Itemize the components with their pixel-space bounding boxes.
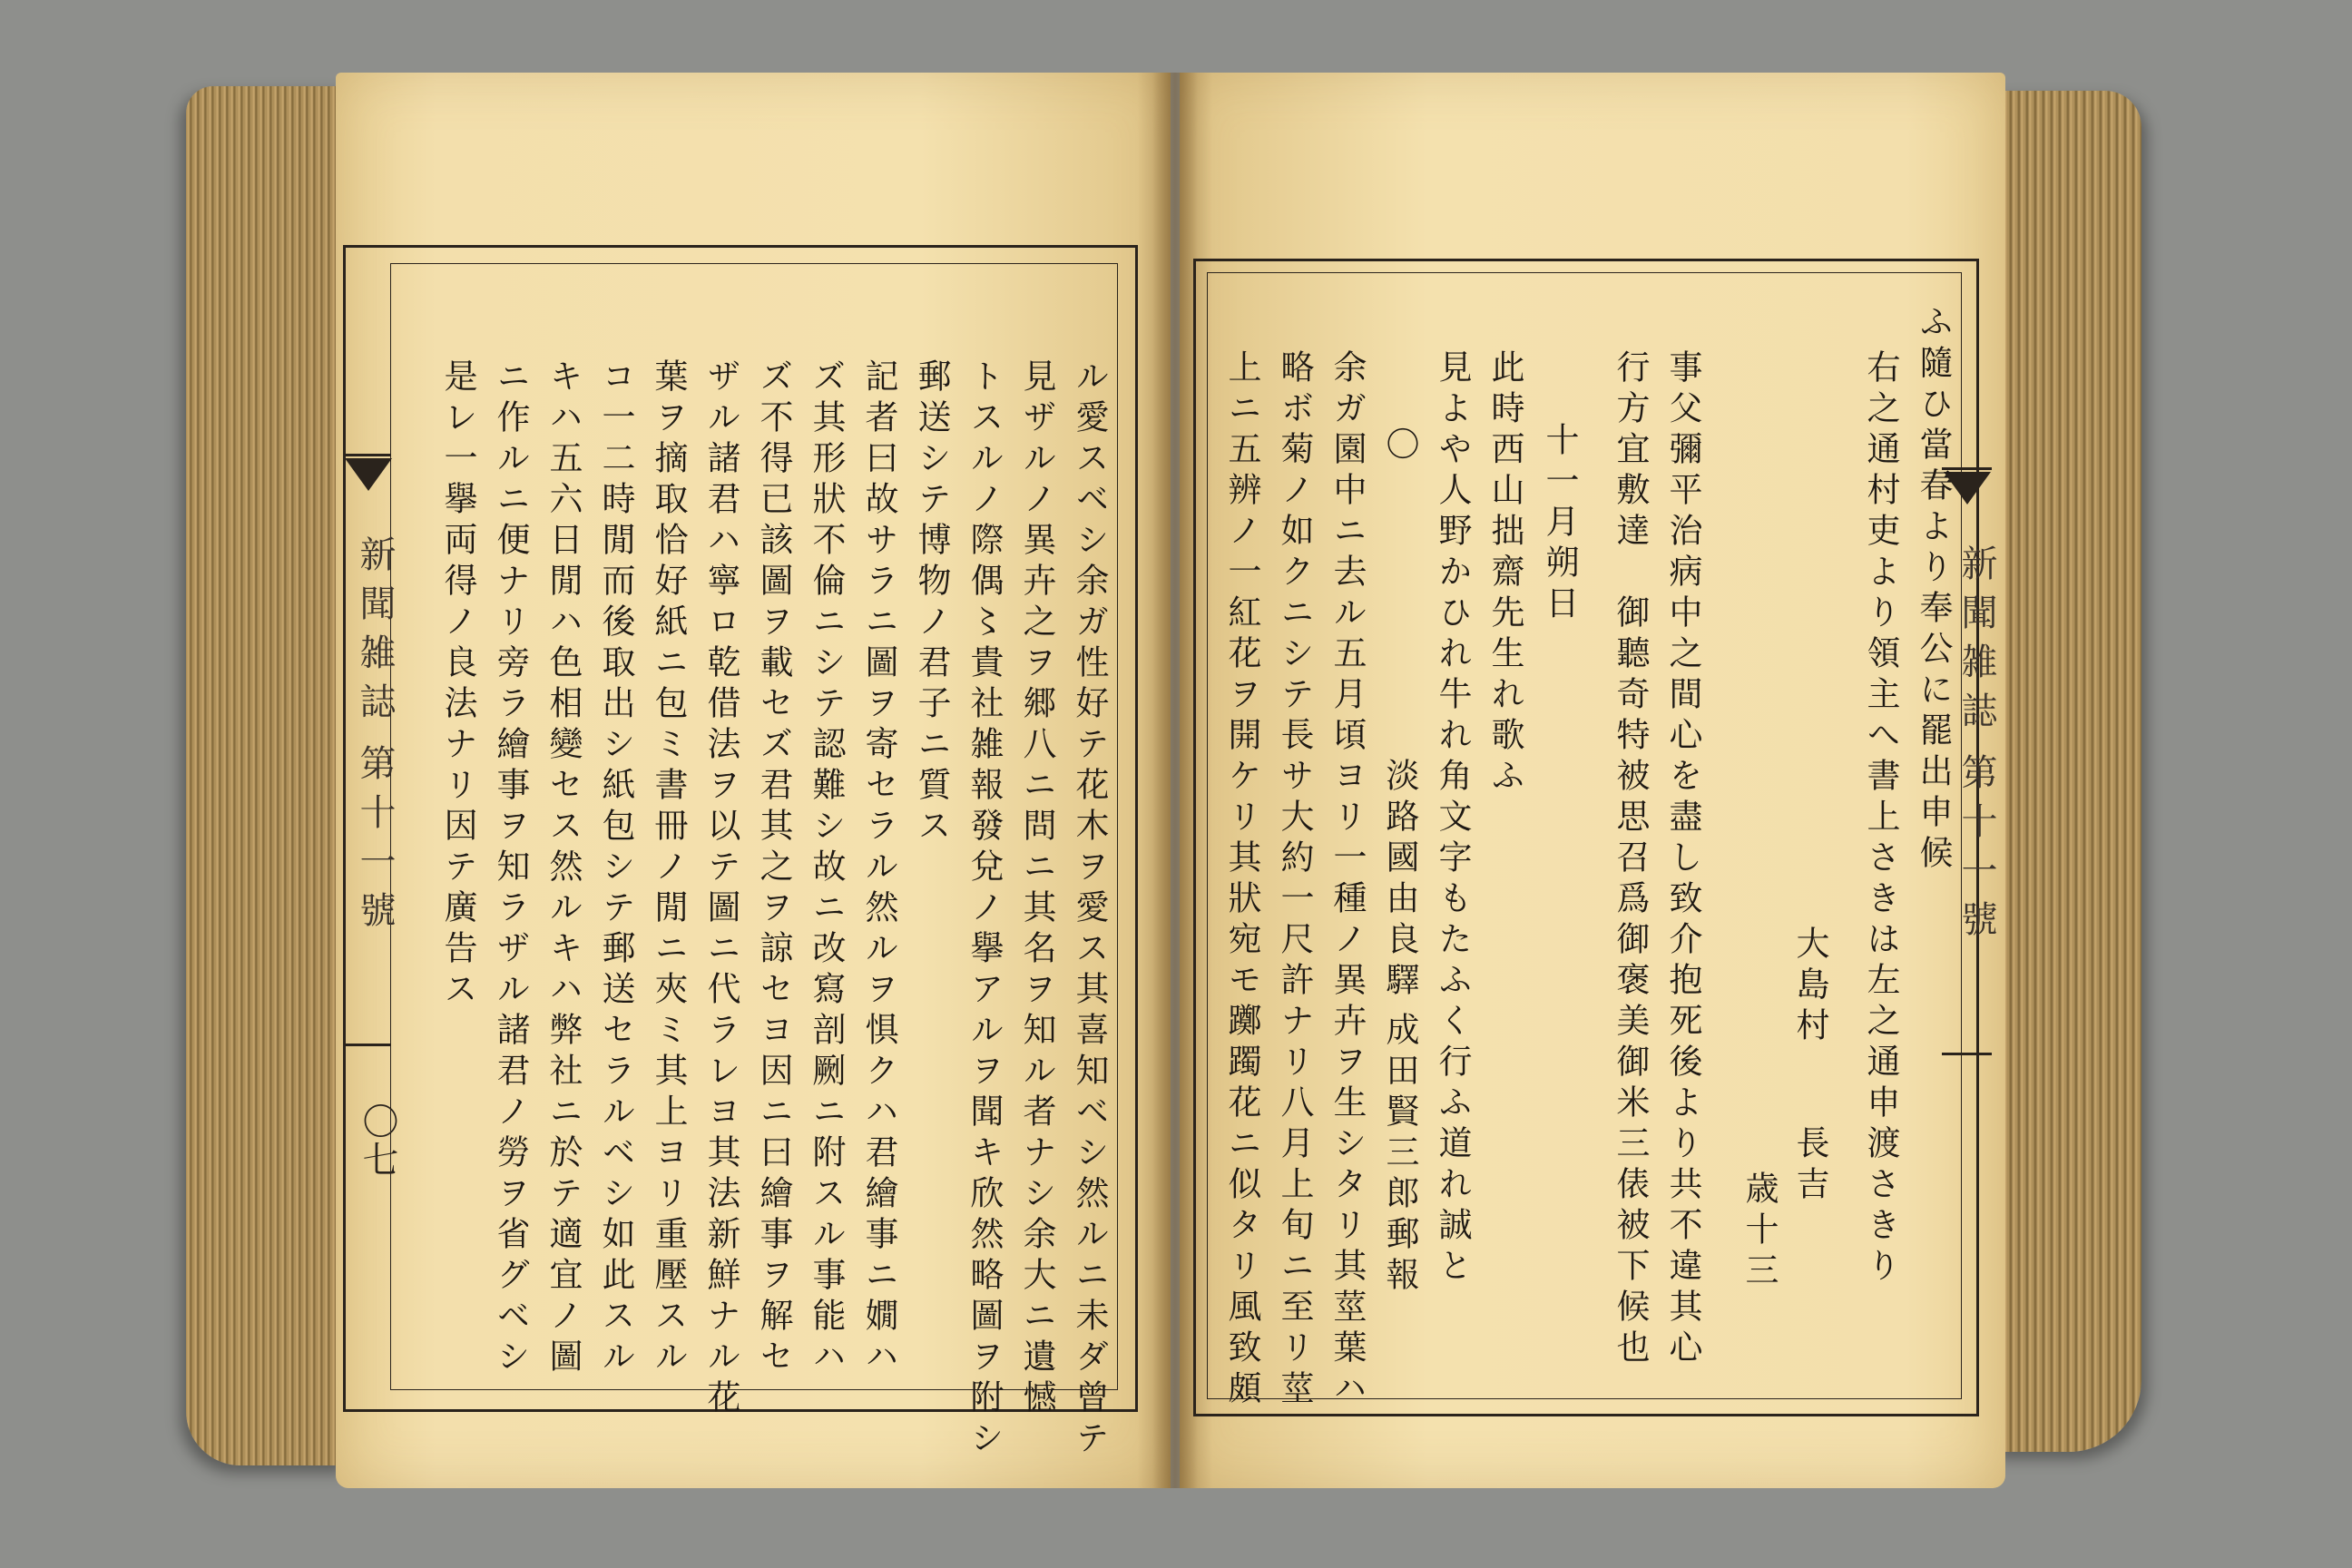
left-col-7: ズ不得已該圖ヲ載セズ君其之ヲ諒セヨ因ニ曰繪事ヲ解セ — [754, 358, 793, 1379]
left-margin-rule-lower — [343, 1044, 390, 1046]
right-page-inner-frame — [1207, 272, 1962, 1399]
left-col-5: 記者曰故サラニ圖ヲ寄セラル然ルヲ惧クハ君繪事ニ嫺ハ — [859, 358, 898, 1379]
right-col-9: 此時西山拙齋先生れ歌ふ — [1485, 349, 1524, 799]
right-col-10: 見よや人野かひれ牛れ角文字もたふく行ふ道れ誠と — [1433, 349, 1472, 1289]
left-col-10: コ一二時閒而後取出シ紙包シテ郵送セラルベシ如此スル — [596, 358, 635, 1379]
left-col-11: キハ五六日閒ハ色相變セス然ルキハ弊社ニ於テ適宜ノ圖 — [544, 358, 583, 1379]
left-col-1: ル愛スベシ余ガ性好テ花木ヲ愛ス其喜知ベシ然ルニ未ダ曾テ — [1070, 358, 1109, 1461]
left-col-2: 見ザルノ異卉之ヲ郷八ニ問ニ其名ヲ知ル者ナシ余大ニ遺憾 — [1017, 358, 1056, 1420]
left-col-3: トスルノ際偶〻貴社雑報發兌ノ擧アルヲ聞キ欣然略圖ヲ附シ — [965, 358, 1004, 1461]
left-page-edges — [186, 86, 349, 1465]
right-col-place: 淡路國由良驛 — [1380, 758, 1419, 1003]
right-col-village: 大島村 — [1790, 926, 1829, 1048]
right-col-age: 歳十三 — [1740, 1171, 1779, 1293]
left-margin-wedge — [345, 458, 392, 491]
right-col-circle: 〇 — [1380, 426, 1419, 467]
left-col-4: 郵送シテ博物ノ君子ニ質ス — [912, 358, 951, 848]
right-col-2: 右之通村吏より領主へ書上さきは左之通申渡さきり — [1861, 349, 1900, 1289]
book-gutter — [1152, 73, 1198, 1488]
right-col-15: 略ボ菊ノ如クニシテ長サ大約一尺許ナリ八月上旬ニ至リ莖 — [1275, 349, 1314, 1411]
right-col-14: 余ガ園中ニ去ル五月頃ヨリ一種ノ異卉ヲ生シタリ其莖葉ハ — [1328, 349, 1367, 1411]
right-margin-title: 新聞雑誌 — [1955, 544, 1997, 740]
right-margin-issue: 第十一號 — [1955, 753, 1997, 949]
left-col-8: ザル諸君ハ寧ロ乾借法ヲ以テ圖ニ代ラレヨ其法新鮮ナル花 — [701, 358, 740, 1420]
right-page-edges — [1992, 91, 2141, 1452]
left-col-13: 是レ一擧両得ノ良法ナリ因テ廣告ス — [438, 358, 477, 1012]
right-col-6: 事父彌平治病中之間心を盡し致介抱死後より共不違其心 — [1663, 349, 1702, 1370]
right-col-date: 十一月朔日 — [1540, 422, 1579, 626]
right-margin-rule-lower — [1942, 1053, 1992, 1055]
left-margin-title: 新聞雑誌 — [354, 535, 396, 731]
left-margin-issue: 第十一號 — [354, 744, 396, 940]
right-col-name: 長吉 — [1790, 1125, 1829, 1207]
right-col-1: ふ隨ひ當春より奉公に罷出申候 — [1914, 304, 1953, 876]
right-col-reporter: 成田賢三郎郵報 — [1380, 1012, 1419, 1298]
left-col-12: ニ作ルニ便ナリ旁ラ繪事ヲ知ラザル諸君ノ勞ヲ省グベシ — [491, 358, 530, 1379]
left-col-6: ズ其形狀不倫ニシテ認難シ故ニ改寫剖劂ニ附スル事能ハ — [807, 358, 846, 1379]
right-col-7: 行方宜敷達 御聽奇特被思召爲御褒美御米三俵被下候也 — [1611, 349, 1650, 1370]
left-col-9: 葉ヲ摘取恰好紙ニ包ミ書冊ノ閒ニ夾ミ其上ヨリ重壓スル — [649, 358, 688, 1379]
left-margin-rule — [343, 454, 390, 456]
page-number: 〇七 — [357, 1102, 398, 1179]
right-col-16: 上ニ五辨ノ一紅花ヲ開ケリ其狀宛モ躑躅花ニ似タリ風致頗 — [1222, 349, 1261, 1411]
